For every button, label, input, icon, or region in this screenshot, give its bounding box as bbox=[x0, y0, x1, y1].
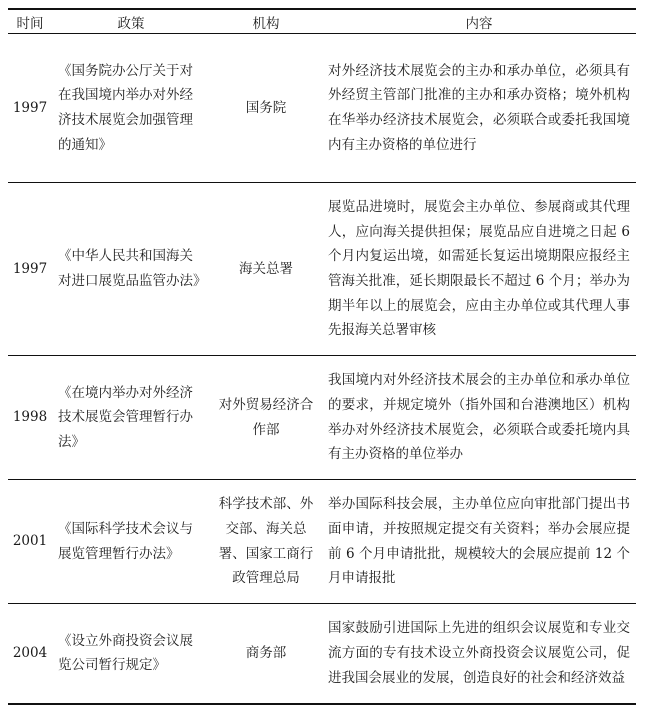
content-cell: 国家鼓励引进国际上先进的组织会议展览和专业交流方面的专有技术设立外商投资会议展览公司，促进我国会展业的发展，创造良好的社会和经济效益 bbox=[322, 604, 636, 704]
policy-table-container bbox=[8, 8, 636, 705]
content-cell: 举办国际科技会展，主办单位应向审批部门提出书面申请，并按照规定提交有关资料；举办会展应提前 6 个月申请批批，规模较大的会展应提前 12 个月申请报批 bbox=[322, 480, 636, 604]
agency-cell: 商务部 bbox=[210, 604, 322, 704]
table-row bbox=[8, 604, 636, 704]
content-cell: 展览品进境时，展览会主办单位、参展商或其代理人，应向海关提供担保；展览品应自进境之日起 6 个月内复运出境，如需延长复运出境期限应报经主管海关批准，延长期限最长不超过 6 个月；举办为期半年以上的展览会，应由主办单位或其代理人事先报海关总署审核 bbox=[322, 183, 636, 356]
content-cell: 对外经济技术展览会的主办和承办单位，必须具有外经贸主管部门批准的主办和承办资格；境外机构在华举办经济技术展览会，必须联合或委托我国境内有主办资格的单位进行 bbox=[322, 34, 636, 183]
year-cell: 1997 bbox=[8, 34, 52, 183]
policy-cell: 《国际科学技术会议与展览管理暂行办法》 bbox=[52, 480, 210, 604]
year-cell: 1998 bbox=[8, 356, 52, 480]
agency-cell: 国务院 bbox=[210, 34, 322, 183]
table-row bbox=[8, 183, 636, 356]
year-cell: 2001 bbox=[8, 480, 52, 604]
policy-table bbox=[8, 8, 636, 705]
content-cell: 我国境内对外经济技术展会的主办单位和承办单位的要求，并规定境外（指外国和台港澳地区）机构举办对外经济技术展览会，必须联合或委托境内具有主办资格的单位举办 bbox=[322, 356, 636, 480]
year-cell: 1997 bbox=[8, 183, 52, 356]
table-row bbox=[8, 34, 636, 183]
agency-cell: 海关总署 bbox=[210, 183, 322, 356]
header-content: 内容 bbox=[322, 9, 636, 34]
agency-cell: 科学技术部、外交部、海关总署、国家工商行政管理总局 bbox=[210, 480, 322, 604]
header-policy: 政策 bbox=[52, 9, 210, 34]
header-time: 时间 bbox=[8, 9, 52, 34]
year-cell: 2004 bbox=[8, 604, 52, 704]
header-row bbox=[8, 9, 636, 34]
policy-cell: 《在境内举办对外经济技术展览会管理暂行办法》 bbox=[52, 356, 210, 480]
header-agency: 机构 bbox=[210, 9, 322, 34]
policy-cell: 《设立外商投资会议展览公司暂行规定》 bbox=[52, 604, 210, 704]
table-row bbox=[8, 356, 636, 480]
policy-cell: 《国务院办公厅关于对在我国境内举办对外经济技术展览会加强管理的通知》 bbox=[52, 34, 210, 183]
agency-cell: 对外贸易经济合作部 bbox=[210, 356, 322, 480]
policy-cell: 《中华人民共和国海关对进口展览品监管办法》 bbox=[52, 183, 210, 356]
table-row bbox=[8, 480, 636, 604]
